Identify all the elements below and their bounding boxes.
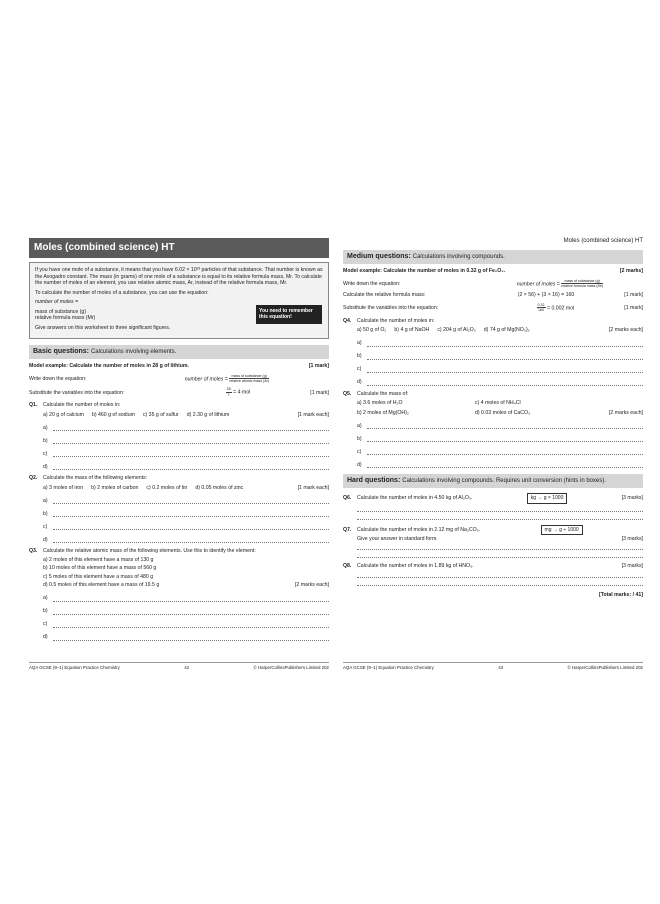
model-rfm-row: Calculate the relative formula mass: (2 × 56) + (3 × 16) = 160 [1 mark] [343,292,643,299]
answer-line[interactable]: b) [343,353,643,360]
answer-line[interactable] [357,578,643,586]
question-4: Q4. Calculate the number of moles in: a) 50 g of O₂ b) 4 g of NaOH c) 204 g of Al₂O₃ d) 74 g of Mg(NO₃)₂ [2 marks each] a) b) c) d) [343,317,643,386]
answer-line[interactable]: d) [29,634,329,641]
answer-line[interactable]: a) [29,595,329,602]
intro-paragraph: If you have one mole of a substance, it means that you have 6.02 × 10²³ particles of that substance. That number is known as the Avogadro constant. The mass (in grams) of one mole of a substance is equal to its relative formula mass, Mr. To calculate the number of moles of an element, you use relative atomic mass, Ar, instead of the relative formula mass, Mr. [35,267,323,286]
model-substitute-row: Substitute the variables into the equation: $\frac{0.32}{160}$ = 0.002 mol [1 mark] [343,302,643,313]
answer-line[interactable]: a) [343,340,643,347]
right-page [343,238,643,670]
answer-line[interactable] [357,512,643,520]
model-example: Model example: Calculate the number of moles in 0.32 g of Fe₂O₃. [2 marks] [343,268,643,274]
page-title: Moles (combined science) HT [29,238,329,258]
question-5: Q5. Calculate the mass of: a) 3.6 moles of H₂O c) 4 moles of NH₄Cl b) 2 moles of Mg(OH)₂ d) 0.03 moles of CaCO₃ [2 marks each] a) b) c) d) [343,390,643,468]
answer-line[interactable] [357,550,643,558]
answer-line[interactable]: d) [343,379,643,386]
answer-line[interactable]: b) [29,510,329,517]
answer-line[interactable]: a) [29,497,329,504]
answer-line[interactable]: b) [343,435,643,442]
answer-line[interactable]: c) [29,523,329,530]
left-page [29,238,329,670]
answer-line[interactable]: d) [343,461,643,468]
intro-box: If you have one mole of a substance, it means that you have 6.02 × 10²³ particles of that substance. That number is known as the Avogadro constant. The mass (in grams) of one mole of a substance is equal to its relative formula mass, Mr. To calculate the number of moles of an element, you use relative atomic mass, Ar, instead of the relative formula mass, Mr. To calculate the number of moles of a substance, you can use the equation: number of moles = mass of substance (g) relative formula mass (Mr) Give answers on this worksheet to three significant figures. You need to remember this equation! [29,262,329,339]
hint-box: mg → g ÷ 1000 [541,525,583,535]
answer-line[interactable]: d) [29,536,329,543]
answer-line[interactable]: a) [29,424,329,431]
question-3: Q3. Calculate the relative atomic mass of the following elements. Use this to identify the element: a) 2 moles of this element have a mass of 130 g b) 10 moles of this element have a mass of 560 g c) 5 moles of this element have a mass of 480 g d) 0.5 moles of this element have a mass of 19.5 g [2 marks each] a) b) c) d) [29,548,329,641]
answer-line[interactable]: c) [29,621,329,628]
model-equation-row: Write down the equation: number of moles = $\frac{\text{mass of substance (g)}}{\text{relative atomic mass (Ar)}}$ [29,373,269,383]
page-number: 43 [498,664,504,670]
intro-equation-lead: To calculate the number of moles of a substance, you can use the equation: [35,289,209,296]
answer-line[interactable]: c) [29,450,329,457]
intro-sig-figs: Give answers on this worksheet to three significant figures. [35,324,171,331]
model-example: Model example: Calculate the number of moles in 28 g of lithium. [1 mark] [29,363,329,369]
question-2: Q2. Calculate the mass of the following elements: a) 3 moles of iron b) 2 moles of carbon c) 0.2 moles of tin d) 0.05 moles of zinc [1 mark each] a) b) c) d) [29,475,329,543]
hint-box: kg → g × 1000 [527,493,568,503]
answer-line[interactable] [357,504,643,512]
answer-line[interactable]: d) [29,463,329,470]
medium-section-header: Medium questions: Calculations involving compounds. [343,250,643,264]
question-7: Q7. Calculate the number of moles in 2.12 mg of Na₂CO₃. mg → g ÷ 1000 Give your answer in standard form. [3 marks] [343,525,643,559]
model-equation-row: Write down the equation: number of moles = $\frac{\text{mass of substance (g)}}{\text{relative formula mass (Mr)}}$ [343,278,603,288]
page-number: 42 [184,664,190,670]
answer-line[interactable]: c) [343,366,643,373]
page-footer: AQA GCSE (9–1) Equation Practice Chemistry 43 © HarperCollinsPublishers Limited 202 [343,662,643,671]
question-1: Q1. Calculate the number of moles in: a) 20 g of calcium b) 460 g of sodium c) 35 g of sulfur d) 2.30 g of lithium [1 mark each] a) b) c) d) [29,402,329,470]
answer-line[interactable] [357,542,643,550]
answer-line[interactable]: c) [343,448,643,455]
running-header: Moles (combined science) HT [563,238,643,244]
answer-line[interactable]: b) [29,437,329,444]
basic-section-header: Basic questions: Calculations involving elements. [29,345,329,359]
answer-line[interactable]: a) [343,422,643,429]
remember-box: You need to remember this equation! [256,305,322,324]
answer-line[interactable] [357,570,643,578]
page-footer: AQA GCSE (9–1) Equation Practice Chemistry 42 © HarperCollinsPublishers Limited 202 [29,662,329,671]
answer-line[interactable]: b) [29,608,329,615]
total-marks: [Total marks: / 41] [598,591,643,598]
model-substitute-row: Substitute the variables into the equation: $\frac{28}{7}$ = 4 mol [1 mark] [29,387,329,397]
hard-section-header: Hard questions: Calculations involving compounds. Requires unit conversion (hints in boxes). [343,474,643,488]
question-6: Q6. Calculate the number of moles in 4.50 kg of Al₂O₃. kg → g × 1000 [3 marks] [343,493,643,519]
question-8: Q8. Calculate the number of moles in 1.89 kg of HNO₃. [3 marks] [343,563,643,586]
intro-equation: number of moles = [35,299,79,305]
